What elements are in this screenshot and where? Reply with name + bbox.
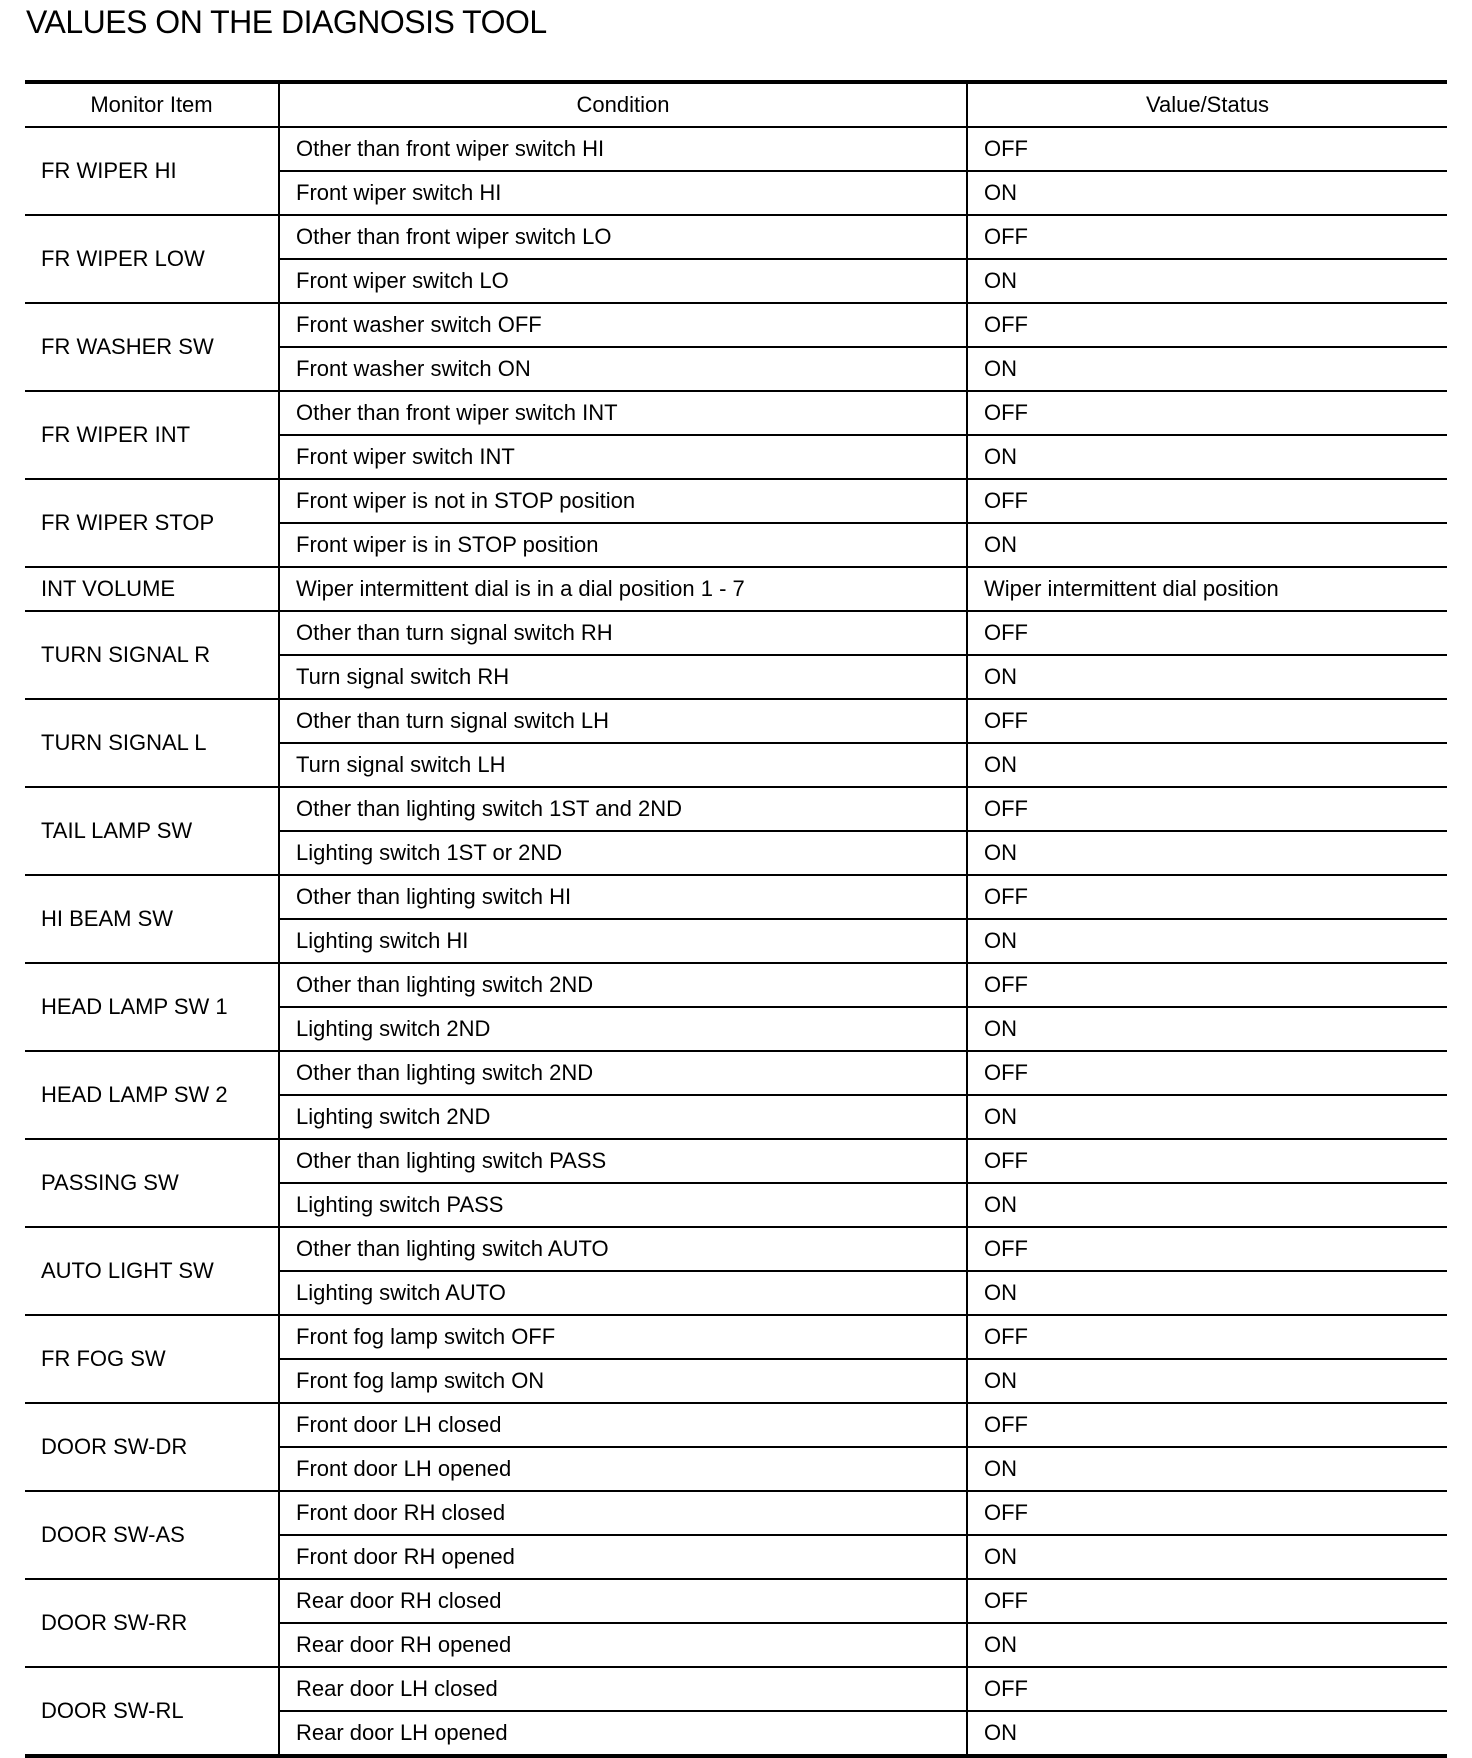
monitor-item-cell: AUTO LIGHT SW xyxy=(25,1227,279,1315)
value-status-cell: ON xyxy=(967,1623,1447,1667)
condition-cell: Front wiper switch HI xyxy=(279,171,967,215)
condition-cell: Front door LH opened xyxy=(279,1447,967,1491)
value-status-cell: OFF xyxy=(967,303,1447,347)
value-status-cell: ON xyxy=(967,1271,1447,1315)
value-status-cell: ON xyxy=(967,1359,1447,1403)
table-body xyxy=(25,127,1447,1756)
monitor-item-cell: TURN SIGNAL L xyxy=(25,699,279,787)
condition-cell: Front fog lamp switch OFF xyxy=(279,1315,967,1359)
condition-cell: Other than lighting switch HI xyxy=(279,875,967,919)
table-row xyxy=(25,127,1447,171)
table-row xyxy=(25,1139,1447,1183)
value-status-cell: ON xyxy=(967,347,1447,391)
value-status-cell: OFF xyxy=(967,1227,1447,1271)
table-row xyxy=(25,963,1447,1007)
monitor-item-cell: FR WIPER HI xyxy=(25,127,279,215)
monitor-item-cell: HI BEAM SW xyxy=(25,875,279,963)
monitor-item-cell: DOOR SW-DR xyxy=(25,1403,279,1491)
column-header-monitor-item: Monitor Item xyxy=(25,82,279,127)
condition-cell: Front washer switch OFF xyxy=(279,303,967,347)
table-header-row xyxy=(25,82,1447,127)
table-row xyxy=(25,875,1447,919)
table-row xyxy=(25,787,1447,831)
condition-cell: Other than front wiper switch HI xyxy=(279,127,967,171)
value-status-cell: ON xyxy=(967,919,1447,963)
value-status-cell: OFF xyxy=(967,1579,1447,1623)
condition-cell: Front wiper switch INT xyxy=(279,435,967,479)
monitor-item-cell: FR WIPER LOW xyxy=(25,215,279,303)
condition-cell: Other than front wiper switch LO xyxy=(279,215,967,259)
value-status-cell: OFF xyxy=(967,479,1447,523)
table-row xyxy=(25,479,1447,523)
table-row xyxy=(25,215,1447,259)
table-row xyxy=(25,1227,1447,1271)
value-status-cell: ON xyxy=(967,1183,1447,1227)
table-row xyxy=(25,611,1447,655)
condition-cell: Other than lighting switch 2ND xyxy=(279,963,967,1007)
condition-cell: Front washer switch ON xyxy=(279,347,967,391)
condition-cell: Front wiper is not in STOP position xyxy=(279,479,967,523)
table-row xyxy=(25,1051,1447,1095)
value-status-cell: ON xyxy=(967,1007,1447,1051)
monitor-item-cell: HEAD LAMP SW 2 xyxy=(25,1051,279,1139)
condition-cell: Turn signal switch LH xyxy=(279,743,967,787)
condition-cell: Front wiper switch LO xyxy=(279,259,967,303)
monitor-item-cell: HEAD LAMP SW 1 xyxy=(25,963,279,1051)
table-row xyxy=(25,391,1447,435)
value-status-cell: OFF xyxy=(967,215,1447,259)
value-status-cell: ON xyxy=(967,655,1447,699)
table-row xyxy=(25,1579,1447,1623)
value-status-cell: OFF xyxy=(967,787,1447,831)
value-status-cell: OFF xyxy=(967,391,1447,435)
condition-cell: Rear door LH opened xyxy=(279,1711,967,1756)
condition-cell: Other than lighting switch 2ND xyxy=(279,1051,967,1095)
value-status-cell: ON xyxy=(967,1711,1447,1756)
condition-cell: Front wiper is in STOP position xyxy=(279,523,967,567)
condition-cell: Rear door RH closed xyxy=(279,1579,967,1623)
column-header-value-status: Value/Status xyxy=(967,82,1447,127)
value-status-cell: OFF xyxy=(967,127,1447,171)
value-status-cell: OFF xyxy=(967,699,1447,743)
monitor-item-cell: TURN SIGNAL R xyxy=(25,611,279,699)
condition-cell: Other than lighting switch 1ST and 2ND xyxy=(279,787,967,831)
value-status-cell: OFF xyxy=(967,1491,1447,1535)
table-row xyxy=(25,1667,1447,1711)
condition-cell: Other than front wiper switch INT xyxy=(279,391,967,435)
condition-cell: Lighting switch AUTO xyxy=(279,1271,967,1315)
value-status-cell: ON xyxy=(967,831,1447,875)
condition-cell: Lighting switch 1ST or 2ND xyxy=(279,831,967,875)
value-status-cell: ON xyxy=(967,435,1447,479)
value-status-cell: OFF xyxy=(967,963,1447,1007)
monitor-item-cell: PASSING SW xyxy=(25,1139,279,1227)
condition-cell: Front door LH closed xyxy=(279,1403,967,1447)
condition-cell: Front fog lamp switch ON xyxy=(279,1359,967,1403)
monitor-item-cell: FR WASHER SW xyxy=(25,303,279,391)
value-status-cell: ON xyxy=(967,1535,1447,1579)
condition-cell: Other than lighting switch PASS xyxy=(279,1139,967,1183)
value-status-cell: OFF xyxy=(967,875,1447,919)
value-status-cell: OFF xyxy=(967,1315,1447,1359)
condition-cell: Other than turn signal switch LH xyxy=(279,699,967,743)
condition-cell: Other than turn signal switch RH xyxy=(279,611,967,655)
condition-cell: Rear door RH opened xyxy=(279,1623,967,1667)
condition-cell: Lighting switch 2ND xyxy=(279,1095,967,1139)
condition-cell: Rear door LH closed xyxy=(279,1667,967,1711)
table-row xyxy=(25,699,1447,743)
table-row xyxy=(25,303,1447,347)
table-row xyxy=(25,1491,1447,1535)
monitor-item-cell: FR FOG SW xyxy=(25,1315,279,1403)
condition-cell: Lighting switch PASS xyxy=(279,1183,967,1227)
monitor-item-cell: DOOR SW-RL xyxy=(25,1667,279,1756)
condition-cell: Lighting switch 2ND xyxy=(279,1007,967,1051)
condition-cell: Other than lighting switch AUTO xyxy=(279,1227,967,1271)
condition-cell: Front door RH closed xyxy=(279,1491,967,1535)
value-status-cell: OFF xyxy=(967,1403,1447,1447)
value-status-cell: ON xyxy=(967,259,1447,303)
table-row xyxy=(25,567,1447,611)
monitor-item-cell: TAIL LAMP SW xyxy=(25,787,279,875)
value-status-cell: ON xyxy=(967,523,1447,567)
page-title: VALUES ON THE DIAGNOSIS TOOL xyxy=(26,4,547,40)
value-status-cell: OFF xyxy=(967,1139,1447,1183)
diagnosis-values-table xyxy=(25,80,1447,1758)
table-row xyxy=(25,1315,1447,1359)
value-status-cell: OFF xyxy=(967,1051,1447,1095)
value-status-cell: ON xyxy=(967,1447,1447,1491)
value-status-cell: ON xyxy=(967,171,1447,215)
monitor-item-cell: INT VOLUME xyxy=(25,567,279,611)
monitor-item-cell: FR WIPER STOP xyxy=(25,479,279,567)
condition-cell: Front door RH opened xyxy=(279,1535,967,1579)
table-row xyxy=(25,1403,1447,1447)
condition-cell: Wiper intermittent dial is in a dial position 1 - 7 xyxy=(279,567,967,611)
monitor-item-cell: DOOR SW-RR xyxy=(25,1579,279,1667)
condition-cell: Turn signal switch RH xyxy=(279,655,967,699)
column-header-condition: Condition xyxy=(279,82,967,127)
value-status-cell: OFF xyxy=(967,611,1447,655)
monitor-item-cell: DOOR SW-AS xyxy=(25,1491,279,1579)
monitor-item-cell: FR WIPER INT xyxy=(25,391,279,479)
value-status-cell: Wiper intermittent dial position xyxy=(967,567,1447,611)
value-status-cell: ON xyxy=(967,1095,1447,1139)
value-status-cell: OFF xyxy=(967,1667,1447,1711)
value-status-cell: ON xyxy=(967,743,1447,787)
condition-cell: Lighting switch HI xyxy=(279,919,967,963)
